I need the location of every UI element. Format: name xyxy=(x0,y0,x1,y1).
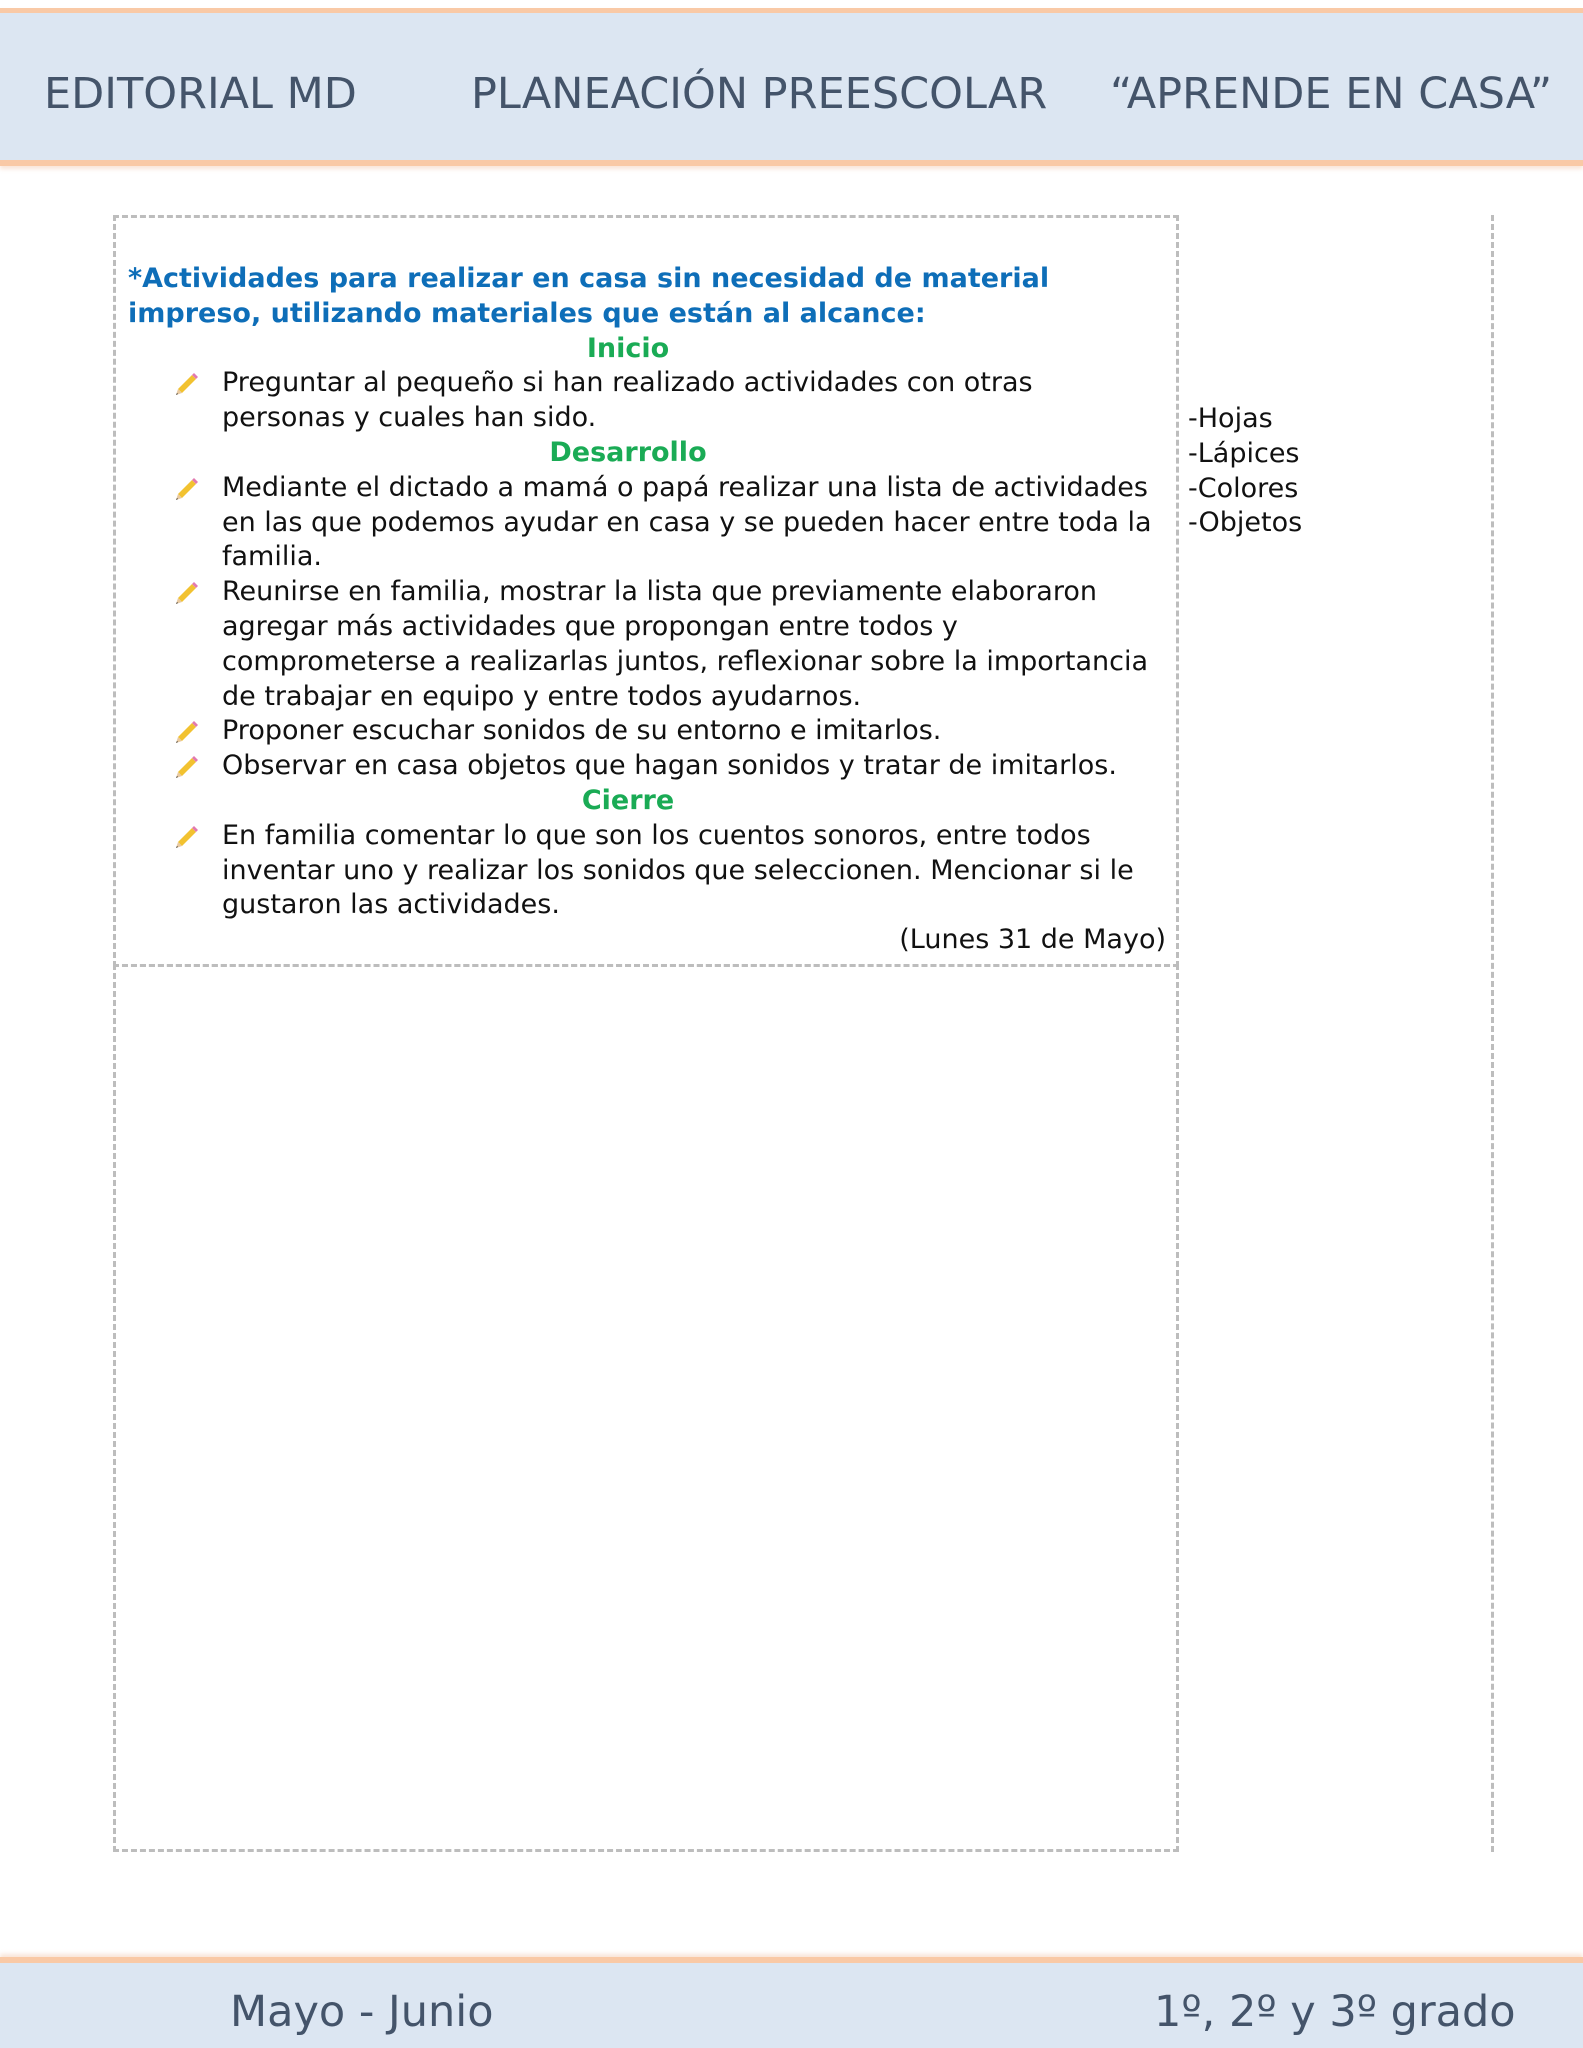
header-program: “APRENDE EN CASA” xyxy=(1110,69,1553,119)
header-publisher: EDITORIAL MD xyxy=(44,69,357,119)
footer-period: Mayo - Junio xyxy=(230,1987,494,2037)
section-heading-desarrollo: Desarrollo xyxy=(549,436,707,468)
list-item xyxy=(128,749,1168,784)
activity-text: Reunirse en familia, mostrar la lista que previamente elaboraron agregar más actividades que propongan entre todos y comprometerse a realizarlas juntos, reflexionar sobre la importancia de trabajar en equipo y entre todos ayudarnos. xyxy=(222,576,1149,712)
activity-text: En familia comentar lo que son los cuentos sonoros, entre todos inventar uno y realizar los sonidos que seleccionen. Mencionar si le gustaron las actividades. xyxy=(222,819,1134,921)
list-item xyxy=(128,366,1168,436)
material-item: -Colores xyxy=(1188,472,1299,504)
material-item: -Hojas xyxy=(1188,403,1273,434)
pencil-icon xyxy=(172,752,200,780)
activity-text: Proponer escuchar sonidos de su entorno e imitarlos. xyxy=(222,715,942,747)
section-heading-cierre: Cierre xyxy=(581,784,675,816)
material-item: -Objetos xyxy=(1188,507,1303,539)
materials-list xyxy=(1188,402,1302,541)
activities-content xyxy=(128,262,1168,958)
pencil-icon xyxy=(172,822,200,850)
activity-date: (Lunes 31 de Mayo) xyxy=(899,924,1166,956)
footer-grades: 1º, 2º y 3º grado xyxy=(1154,1987,1516,2037)
activity-text: Preguntar al pequeño si han realizado actividades con otras personas y cuales han sido. xyxy=(222,367,1033,434)
section-heading-inicio: Inicio xyxy=(586,332,670,364)
desarrollo-list xyxy=(128,471,1168,784)
activity-text: Observar en casa objetos que hagan sonidos y tratar de imitarlos. xyxy=(222,750,1117,782)
pencil-icon xyxy=(172,578,200,606)
pencil-icon xyxy=(172,717,200,745)
list-item xyxy=(128,819,1168,923)
list-item xyxy=(128,471,1168,575)
list-item xyxy=(128,714,1168,749)
activities-intro: *Actividades para realizar en casa sin necesidad de material impreso, utilizando materiales que están al alcance: xyxy=(128,263,1050,329)
page-footer xyxy=(0,1957,1583,2048)
pencil-icon xyxy=(172,474,200,502)
empty-cell xyxy=(113,964,1179,1852)
header-title: PLANEACIÓN PREESCOLAR xyxy=(471,69,1048,119)
material-item: -Lápices xyxy=(1188,437,1300,469)
cierre-list xyxy=(128,819,1168,923)
activity-text: Mediante el dictado a mamá o papá realizar una lista de actividades en las que podemos ayudar en casa y se pueden hacer entre toda la familia. xyxy=(222,471,1152,573)
pencil-icon xyxy=(172,369,200,397)
page-header xyxy=(0,8,1583,166)
list-item xyxy=(128,575,1168,714)
inicio-list xyxy=(128,366,1168,436)
